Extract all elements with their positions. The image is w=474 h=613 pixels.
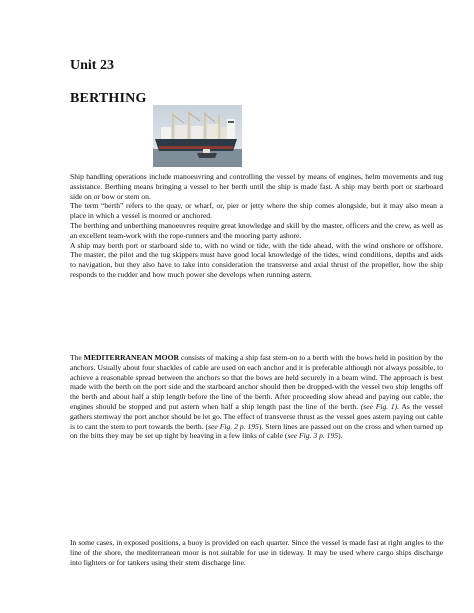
figure-ref-2: see Fig. 2 p. 195	[208, 421, 259, 431]
paragraph-ship-handling: Ship handling operations include manoeuvring and controlling the vessel by means of engines, helm movements and tug assistance. Berthing means bringing a vessel to her berth until the ship is made fast. A ship may berth port or starboard side on or bow or stem on.	[70, 172, 443, 201]
berthing-ship-photo	[153, 105, 242, 167]
moor-text-c: ). Stern lines are passed out on the cross and when turned up on the bitts they may be set up tight by heaving in a few links of cable (	[70, 421, 443, 441]
paragraph-berth-term: The term “berth” refers to the quay, or wharf, or, pier or jetty where the ship comes alongside, but it may also mean a place in which a vessel is moored or anchored.	[70, 201, 443, 221]
moor-intro: The	[70, 353, 82, 362]
figure-ref-1: (see Fig. 1).	[360, 401, 400, 411]
paragraph-mediterranean-moor	[70, 353, 443, 441]
mediterranean-moor-block	[70, 353, 443, 441]
ship-image-icon	[153, 105, 242, 167]
paragraph-berth-side: A ship may berth port or starboard side to, with no wind or tide, with the tide ahead, with the wind onshore or offshore. The master, the pilot and the tug skippers must have good local knowledge of the tides, wind conditions, depths and aids to navigation, but they also have to take into consideration the transverse and axial thrust of the propeller, how the ship responds to the rudder and how much power she develops when running astern.	[70, 240, 443, 279]
moor-text-a: consists of making a ship fast stem-on to a berth with the bows held in position by the anchors. Usually about four shackles of cable are used on each anchor and it is preferable although not always possible, to achieve a reasonable spread between the anchors so that the bows are held securely in a beam wind. The approach is best made with the berth on the port side and the starboard anchor should then be dropped-with the vessel two ship lengths off the berth and about half a ship length before the line of the berth. After proceeding slow ahead and paying out cable, the engines should be stopped and put astern when half a ship length past the line of the berth.	[70, 353, 443, 411]
unit-title: Unit 23	[70, 58, 114, 73]
buoy-text-block	[70, 538, 443, 567]
moor-term: MEDITERRANEAN MOOR	[83, 353, 179, 362]
section-title: BERTHING	[70, 91, 147, 106]
moor-text-b: As the vessel gathers sternway the port anchor should be let go. The effect of transverse thrust as the vessel goes astern paying out cable is to cant the stem to port towards the berth. (	[70, 401, 444, 431]
moor-text-d: ).	[338, 431, 343, 441]
paragraph-manoeuvres: The berthing and unberthing manoeuvres require great knowledge and skill by the master, officers and the crew, as well as an excellent team-work with the rope-runners and the mooring party ashore.	[70, 220, 443, 240]
intro-text-block	[70, 172, 443, 280]
paragraph-buoy: In some cases, in exposed positions, a buoy is provided on each quarter. Since the vessel is made fast at right angles to the line of the shore, the mediterranean moor is not suitable for use in tideway. It may be used where cargo ships discharge into lighters or for tankers using their stem discharge line.	[70, 538, 443, 567]
figure-ref-3: see Fig. 3 p. 195	[287, 431, 339, 441]
